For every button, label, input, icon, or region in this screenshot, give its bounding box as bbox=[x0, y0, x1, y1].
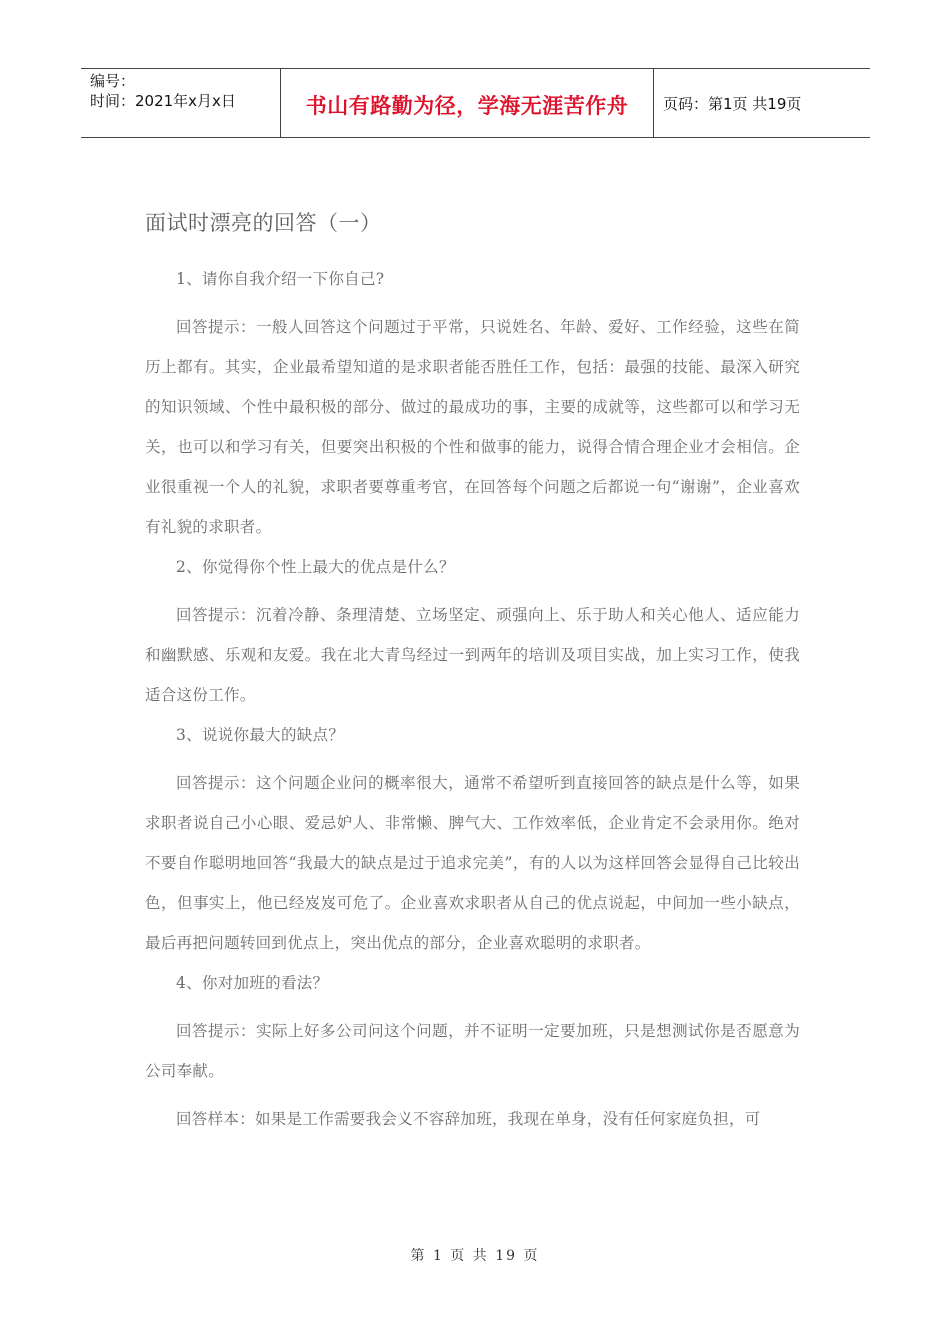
motto-text: 书山有路勤为径，学海无涯苦作舟 bbox=[305, 94, 629, 118]
answer-3: 回答提示：这个问题企业问的概率很大，通常不希望听到直接回答的缺点是什么等，如果求职者说自己小心眼、爱忌妒人、非常懒、脾气大、工作效率低，企业肯定不会录用你。绝对不要自作聪明地回答“我最大的缺点是过于追求完美”，有的人以为这样回答会显得自己比较出色，但事实上，他已经岌岌可危了。企业喜欢求职者从自己的优点说起，中间加一些小缺点，最后再把问题转回到优点上，突出优点的部分，企业喜欢聪明的求职者。 bbox=[145, 774, 800, 952]
answer-1: 回答提示：一般人回答这个问题过于平常，只说姓名、年龄、爱好、工作经验，这些在简历上都有。其实，企业最希望知道的是求职者能否胜任工作，包括：最强的技能、最深入研究的知识领域、个性中最积极的部分、做过的最成功的事，主要的成就等，这些都可以和学习无关，也可以和学习有关，但要突出积极的个性和做事的能力，说得合情合理企业才会相信。企业很重视一个人的礼貌，求职者要尊重考官，在回答每个问题之后都说一句“谢谢”，企业喜欢有礼貌的求职者。 bbox=[145, 318, 800, 536]
document-header-table bbox=[81, 68, 870, 138]
answer-2: 回答提示：沉着冷静、条理清楚、立场坚定、顽强向上、乐于助人和关心他人、适应能力和幽默感、乐观和友爱。我在北大青鸟经过一到两年的培训及项目实战，加上实习工作，使我适合这份工作。 bbox=[145, 606, 800, 704]
answer-sample-4: 回答样本：如果是工作需要我会义不容辞加班，我现在单身，没有任何家庭负担，可 bbox=[176, 1110, 761, 1128]
time-label: 时间：2021年x月x日 bbox=[90, 92, 236, 110]
question-2: 2、你觉得你个性上最大的优点是什么？ bbox=[176, 558, 455, 576]
header-page-cell bbox=[654, 69, 870, 137]
header-motto-cell bbox=[281, 69, 654, 137]
header-meta-cell bbox=[81, 69, 281, 137]
question-1: 1、请你自我介绍一下你自己? bbox=[176, 270, 385, 288]
question-4: 4、你对加班的看法？ bbox=[176, 974, 329, 992]
number-label: 编号： bbox=[90, 72, 136, 90]
page-title: 面试时漂亮的回答（一） bbox=[145, 211, 382, 235]
page-label: 页码：第1页 共19页 bbox=[663, 94, 802, 113]
document-body bbox=[145, 195, 800, 1139]
answer-4: 回答提示：实际上好多公司问这个问题，并不证明一定要加班，只是想测试你是否愿意为公司奉献。 bbox=[145, 1022, 800, 1080]
question-3: 3、说说你最大的缺点？ bbox=[176, 726, 345, 744]
page-footer: 第 1 页 共 19 页 bbox=[410, 1248, 540, 1264]
